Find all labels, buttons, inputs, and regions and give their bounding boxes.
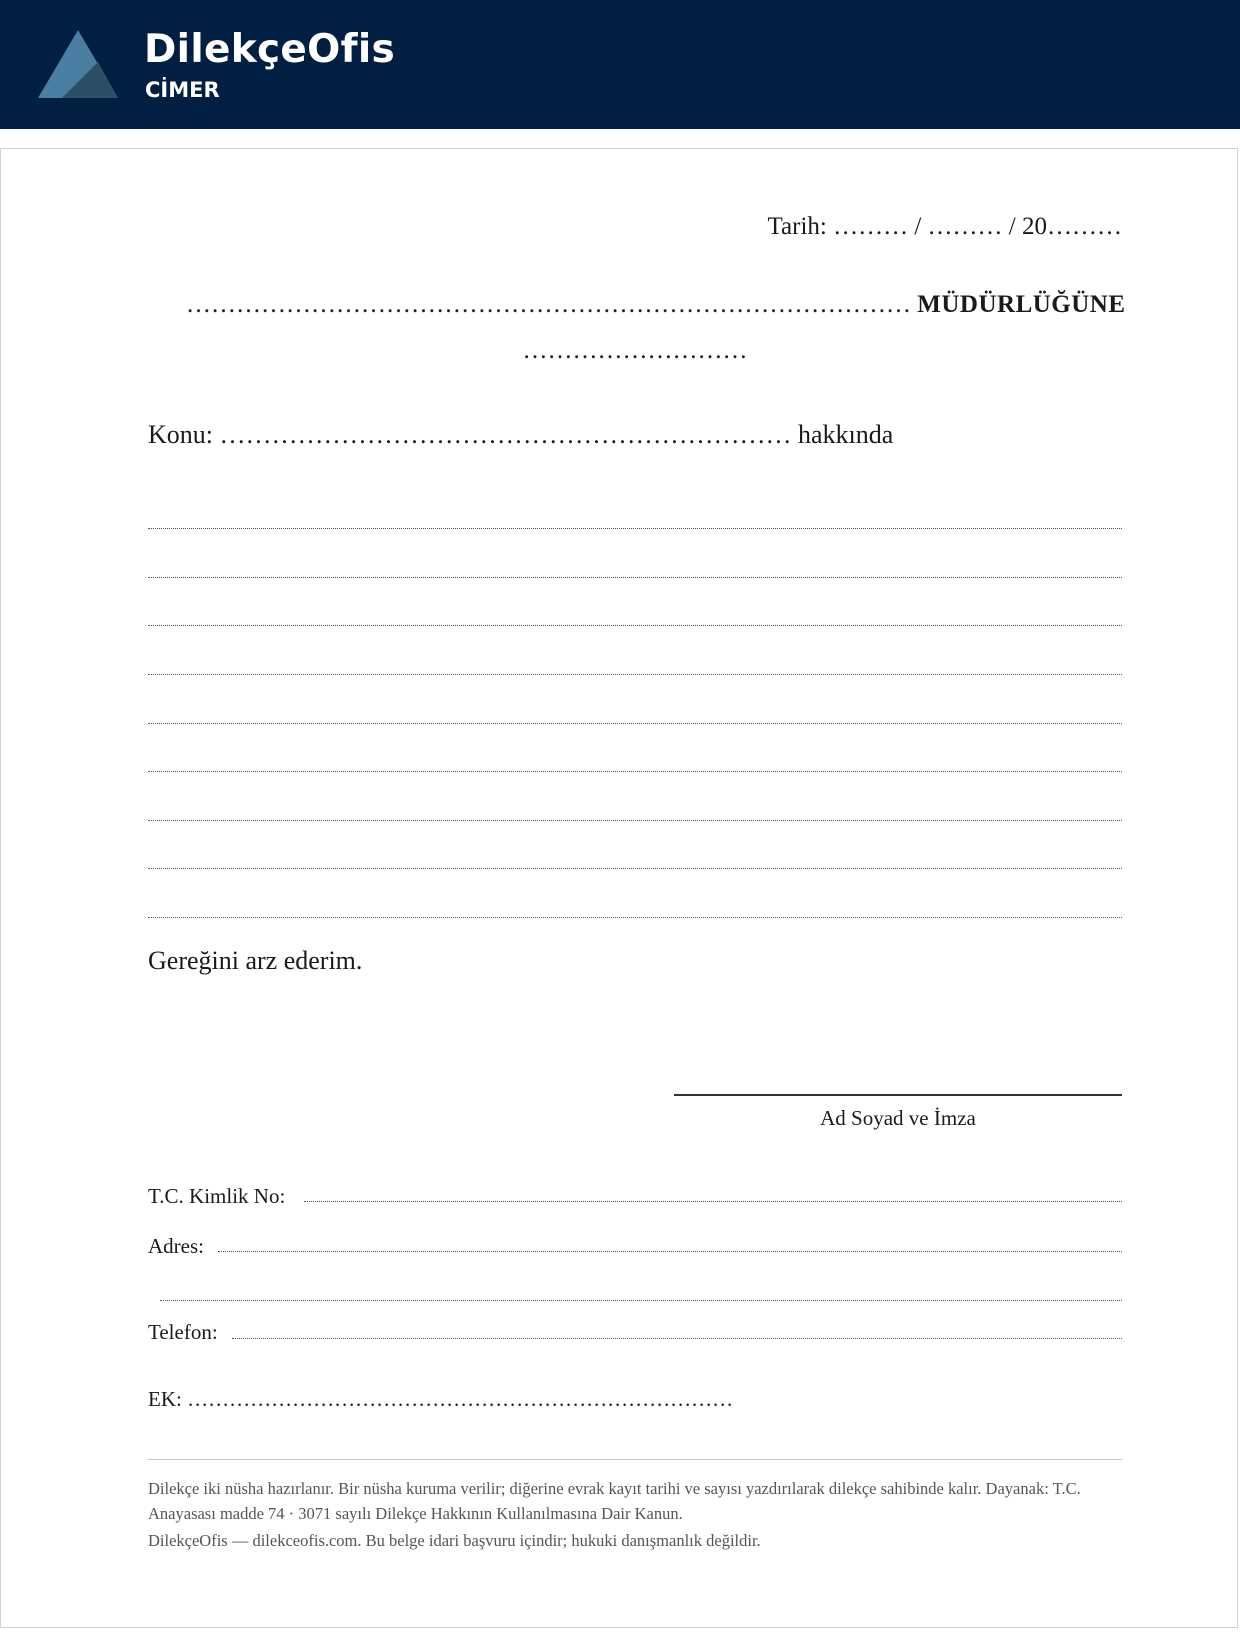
recipient-line [186, 291, 1126, 318]
attachment-line: EK: …………………………………………………………………… [148, 1387, 734, 1411]
closing-text: Gereğini arz ederim. [148, 946, 363, 975]
body-line [148, 868, 1122, 869]
phone-label: Telefon: [148, 1320, 218, 1344]
body-line [148, 577, 1122, 578]
body-line [148, 917, 1122, 918]
body-line [148, 723, 1122, 724]
footer-note: Dilekçe iki nüsha hazırlanır. Bir nüsha kuruma verilir; diğerine evrak kayıt tarihi ve sayısı yazdırılarak dilekçe sahibinde kalır. Dayanak: T.C. Anayasası madde 74 · 3071 sayılı Dilekçe Hakkının Kullanılmasına Dair Kanun. [148, 1479, 1081, 1523]
brand-name: DilekçeOfis [144, 27, 396, 72]
triangle-logo-icon [38, 28, 120, 100]
recipient-dots-second: ……………………… [522, 337, 748, 364]
tc-kimlik-line [304, 1201, 1122, 1202]
body-line [148, 528, 1122, 529]
subject-line: Konu: ………………………………………………………… hakkında [148, 420, 894, 449]
recipient-label: MÜDÜRLÜĞÜNE [917, 291, 1126, 318]
date-line: Tarih: ……… / ……… / 20……… [767, 213, 1122, 240]
footer-brand-line: DilekçeOfis — dilekceofis.com. Bu belge idari başvuru içindir; hukuki danışmanlık değildir. [148, 1531, 761, 1550]
body-line [148, 820, 1122, 821]
footer-divider [148, 1459, 1122, 1460]
body-line [148, 625, 1122, 626]
body-line [148, 674, 1122, 675]
recipient-dots: …………………………………………………………………………… [186, 291, 911, 318]
signature-label: Ad Soyad ve İmza [820, 1106, 976, 1130]
signature-line [674, 1094, 1122, 1096]
tc-kimlik-label: T.C. Kimlik No: [148, 1184, 286, 1208]
address-line [218, 1251, 1122, 1252]
phone-line [232, 1338, 1122, 1339]
body-line [148, 771, 1122, 772]
brand-subtitle: CİMER [145, 78, 220, 102]
header-bar [0, 0, 1240, 129]
address-label: Adres: [148, 1234, 204, 1258]
address-line-second [160, 1300, 1122, 1301]
